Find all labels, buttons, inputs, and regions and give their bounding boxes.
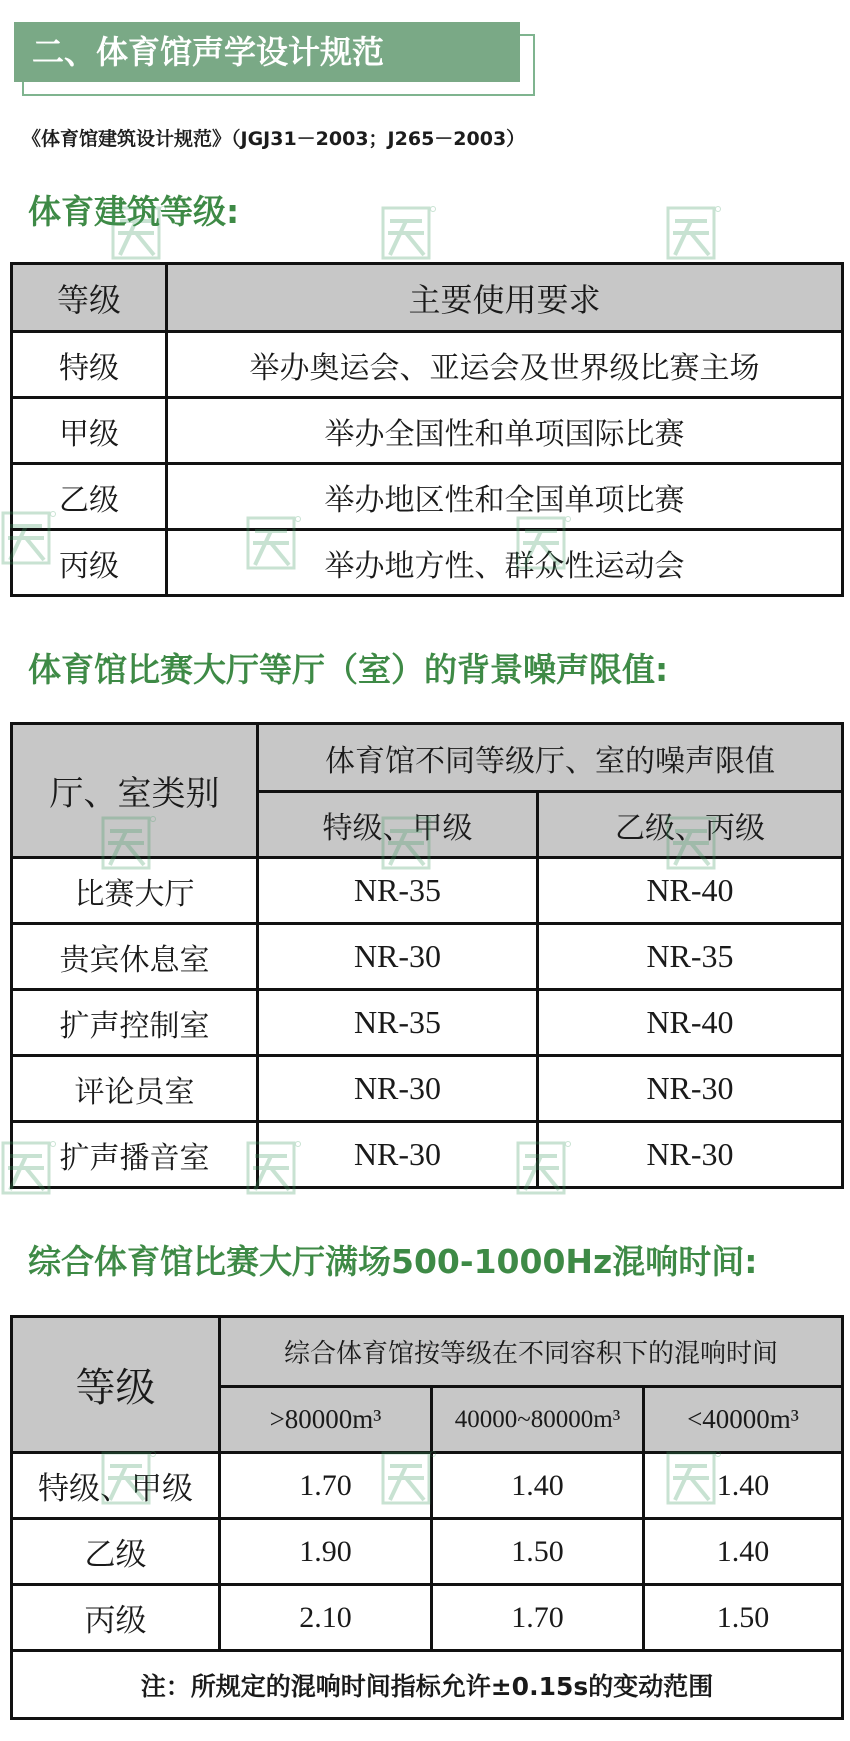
table-header-row (12, 1317, 843, 1387)
noise-group-header: 体育馆不同等级厅、室的噪声限值 (258, 724, 843, 792)
noise-value-cell: NR-40 (538, 858, 843, 924)
volume-header: >80000m³ (220, 1387, 432, 1453)
grade-cell: 丙级 (12, 530, 167, 596)
room-cell: 扩声控制室 (12, 990, 258, 1056)
section-title: 二、体育馆声学设计规范 (32, 33, 385, 71)
table-header-row (12, 724, 843, 792)
table-row (12, 1519, 843, 1585)
section-header-bar (14, 22, 520, 82)
grade-a-header: 特级、甲级 (258, 792, 538, 858)
reverb-value-cell: 1.50 (644, 1585, 843, 1651)
note-row (12, 1651, 843, 1719)
requirement-cell: 举办奥运会、亚运会及世界级比赛主场 (167, 332, 843, 398)
noise-value-cell: NR-30 (538, 1122, 843, 1188)
room-cell: 评论员室 (12, 1056, 258, 1122)
table-row (12, 1585, 843, 1651)
standard-reference: 《体育馆建筑设计规范》（JGJ31－2003；J265－2003） (22, 128, 526, 150)
noise-value-cell: NR-35 (538, 924, 843, 990)
room-cell: 扩声播音室 (12, 1122, 258, 1188)
grades-title: 体育建筑等级: (28, 192, 240, 231)
noise-value-cell: NR-35 (258, 858, 538, 924)
requirement-cell: 举办全国性和单项国际比赛 (167, 398, 843, 464)
reverb-title: 综合体育馆比赛大厅满场500-1000Hz混响时间: (28, 1242, 758, 1281)
reverb-value-cell: 1.50 (432, 1519, 644, 1585)
reverb-value-cell: 1.70 (220, 1453, 432, 1519)
requirement-header: 主要使用要求 (167, 264, 843, 332)
table-header-row (12, 264, 843, 332)
grade-cell: 丙级 (12, 1585, 220, 1651)
table-row (12, 858, 843, 924)
grade-cell: 特级、甲级 (12, 1453, 220, 1519)
room-cell: 贵宾休息室 (12, 924, 258, 990)
table-row (12, 990, 843, 1056)
table-row (12, 1453, 843, 1519)
grade-b-header: 乙级、丙级 (538, 792, 843, 858)
reverb-value-cell: 2.10 (220, 1585, 432, 1651)
requirement-cell: 举办地区性和全国单项比赛 (167, 464, 843, 530)
section-header (14, 22, 535, 96)
noise-value-cell: NR-30 (538, 1056, 843, 1122)
table-row (12, 332, 843, 398)
grade-header: 等级 (12, 264, 167, 332)
noise-value-cell: NR-30 (258, 1056, 538, 1122)
table-row (12, 530, 843, 596)
room-cell: 比赛大厅 (12, 858, 258, 924)
noise-value-cell: NR-30 (258, 924, 538, 990)
table-row (12, 1122, 843, 1188)
noise-title: 体育馆比赛大厅等厅（室）的背景噪声限值: (28, 650, 669, 689)
reverb-table (10, 1315, 844, 1720)
reverb-value-cell: 1.40 (432, 1453, 644, 1519)
noise-value-cell: NR-35 (258, 990, 538, 1056)
requirement-cell: 举办地方性、群众性运动会 (167, 530, 843, 596)
table-row (12, 924, 843, 990)
reverb-group-header: 综合体育馆按等级在不同容积下的混响时间 (220, 1317, 843, 1387)
table-row (12, 1056, 843, 1122)
grade-cell: 甲级 (12, 398, 167, 464)
reverb-value-cell: 1.40 (644, 1453, 843, 1519)
noise-table (10, 722, 844, 1189)
reverb-note: 注：所规定的混响时间指标允许±0.15s的变动范围 (12, 1651, 843, 1719)
grade-cell: 特级 (12, 332, 167, 398)
room-type-header: 厅、室类别 (12, 724, 258, 858)
reverb-value-cell: 1.90 (220, 1519, 432, 1585)
reverb-value-cell: 1.40 (644, 1519, 843, 1585)
noise-value-cell: NR-30 (258, 1122, 538, 1188)
table-row (12, 464, 843, 530)
grade-header: 等级 (12, 1317, 220, 1453)
grade-cell: 乙级 (12, 1519, 220, 1585)
grade-cell: 乙级 (12, 464, 167, 530)
volume-header: 40000~80000m³ (432, 1387, 644, 1453)
volume-header: <40000m³ (644, 1387, 843, 1453)
table-row (12, 398, 843, 464)
noise-value-cell: NR-40 (538, 990, 843, 1056)
reverb-value-cell: 1.70 (432, 1585, 644, 1651)
grades-table (10, 262, 844, 597)
